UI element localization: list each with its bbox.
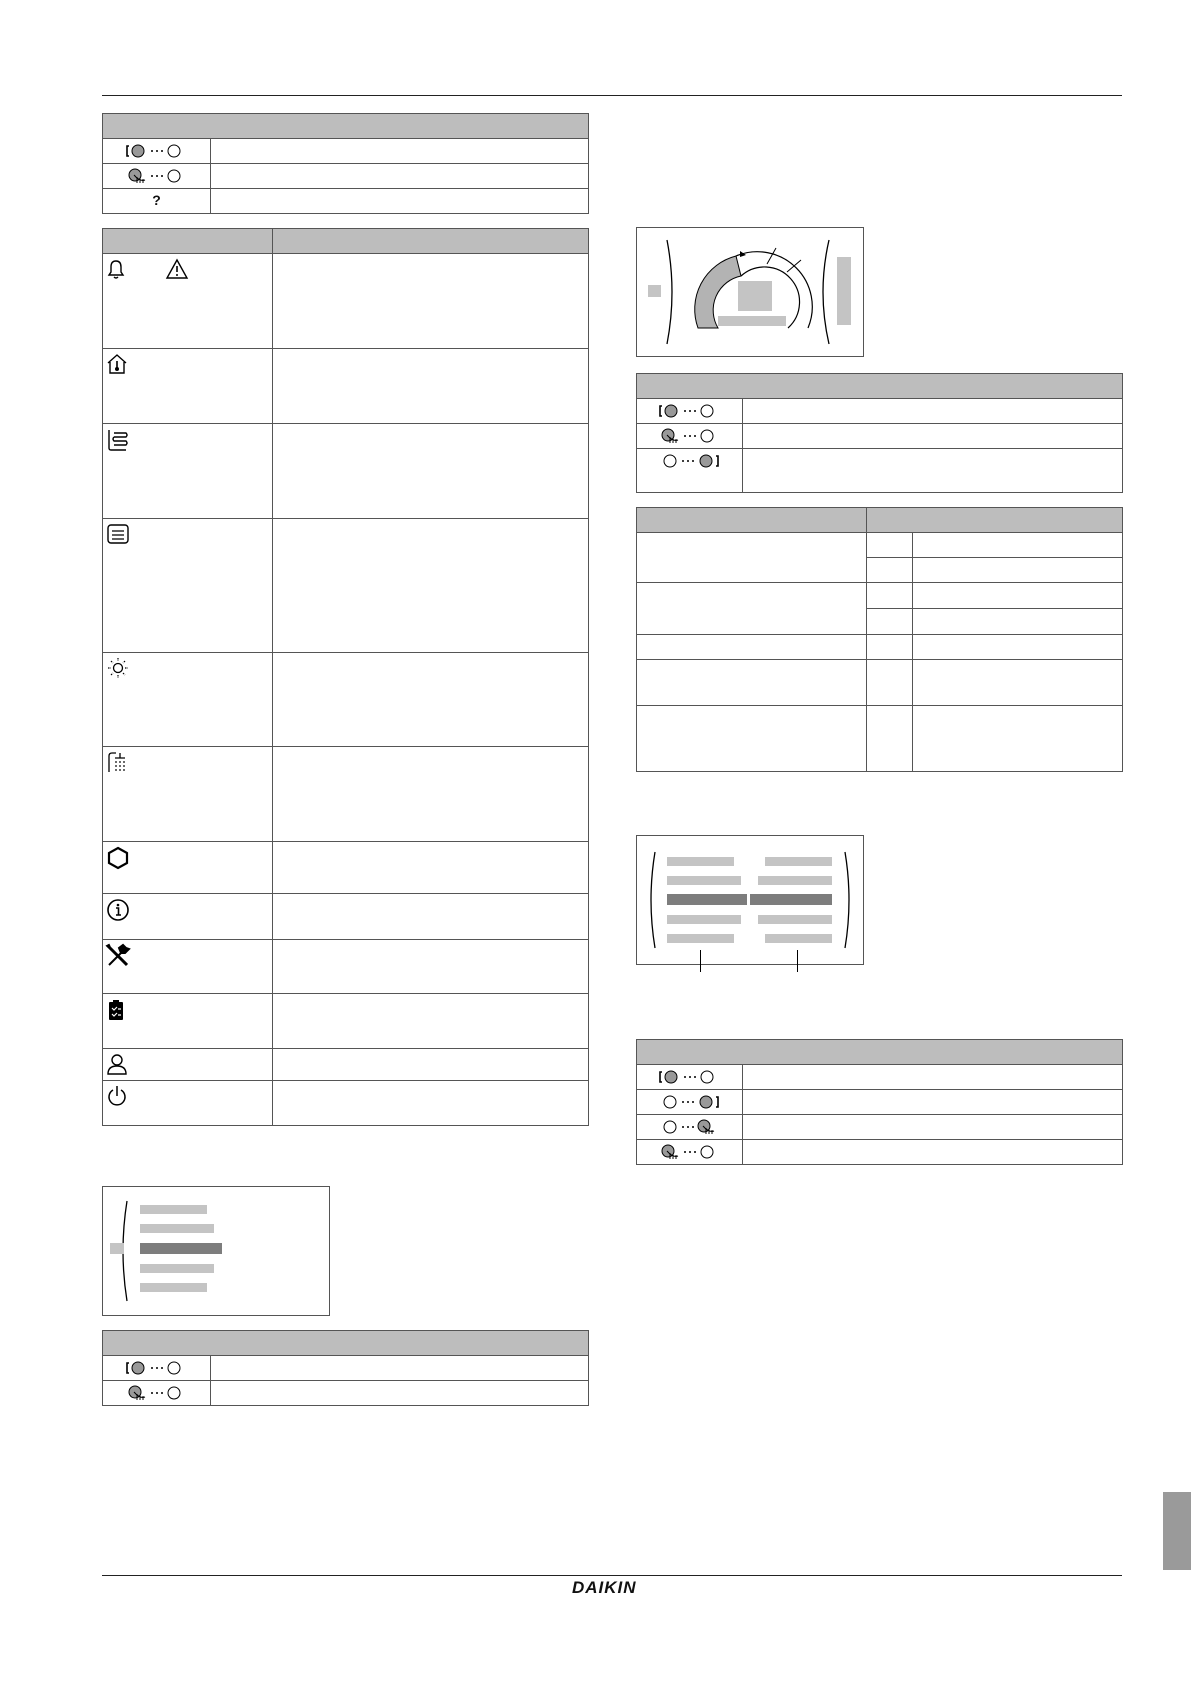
table-row (637, 424, 743, 449)
table-row (103, 189, 211, 214)
table-row (103, 940, 273, 994)
table-cell (211, 1381, 589, 1406)
list-label-bar (667, 857, 734, 866)
menu-item-bar (140, 1205, 207, 1214)
table-header-col-1 (103, 229, 273, 254)
callout-line (797, 950, 798, 972)
table-header-col-2 (867, 508, 1123, 533)
selection-marker (110, 1243, 124, 1254)
table-cell (273, 1049, 589, 1081)
dial-actions-table-2 (102, 1330, 589, 1406)
table-cell (273, 1081, 589, 1126)
help-question-icon: ? (152, 192, 161, 208)
menu-icons-table (102, 228, 589, 1126)
table-row (637, 399, 743, 424)
dial-actions-table-1 (102, 113, 589, 214)
gauge-screen-illustration (636, 227, 864, 357)
list-label-bar-selected (667, 894, 747, 905)
menu-screen-illustration (102, 1186, 330, 1316)
room-thermometer-icon (106, 353, 128, 375)
table-row (637, 660, 867, 706)
gauge-drawing (637, 228, 863, 356)
settings-grid-table (636, 507, 1123, 772)
press-dial-right-icon (658, 1119, 722, 1135)
table-cell (273, 424, 589, 519)
table-cell (867, 558, 913, 583)
table-row (103, 139, 211, 164)
table-cell (867, 706, 913, 772)
footer-rule (102, 1575, 1122, 1576)
table-row (103, 1356, 211, 1381)
table-cell (273, 254, 589, 349)
list-value-bar-selected (750, 894, 832, 905)
list-label-bar (667, 915, 741, 924)
table-cell (211, 189, 589, 214)
table-row (103, 1081, 273, 1126)
menu-item-bar (140, 1264, 214, 1273)
menu-list-icon (106, 523, 130, 545)
table-cell (913, 706, 1123, 772)
table-row (103, 519, 273, 653)
hexagon-icon (106, 846, 130, 870)
table-row (103, 747, 273, 842)
table-row (103, 842, 273, 894)
table-cell (743, 1115, 1123, 1140)
press-dial-icon (658, 428, 722, 444)
table-row (637, 1065, 743, 1090)
table-cell (867, 533, 913, 558)
table-row (103, 894, 273, 940)
table-cell (273, 994, 589, 1049)
turn-dial-icon (658, 1069, 722, 1085)
turn-dial-icon (125, 1360, 189, 1376)
table-row (637, 533, 867, 583)
table-header-col-2 (273, 229, 589, 254)
menu-item-bar-selected (140, 1243, 222, 1254)
list-value-bar (758, 915, 832, 924)
tools-icon (105, 943, 131, 969)
table-row (103, 164, 211, 189)
table-cell (273, 747, 589, 842)
table-cell (913, 635, 1123, 660)
table-cell (211, 164, 589, 189)
table-cell (273, 842, 589, 894)
table-cell (867, 609, 913, 635)
menu-item-bar (140, 1224, 214, 1233)
table-row (103, 1381, 211, 1406)
table-header-col-1 (637, 508, 867, 533)
radiator-heating-icon (106, 428, 130, 452)
table-cell (743, 1065, 1123, 1090)
table-row (103, 1049, 273, 1081)
table-row (103, 994, 273, 1049)
right-bracket-icon (843, 850, 855, 950)
callout-line (700, 950, 701, 972)
table-cell (743, 424, 1123, 449)
table-cell (867, 635, 913, 660)
table-cell (273, 519, 589, 653)
sun-icon (106, 657, 130, 679)
table-cell (743, 449, 1123, 493)
table-row (637, 449, 743, 493)
press-dial-icon (125, 1385, 189, 1401)
table-row (637, 1140, 743, 1165)
top-rule (102, 95, 1122, 96)
table-cell (913, 609, 1123, 635)
table-cell (743, 1140, 1123, 1165)
table-row (637, 583, 867, 635)
table-row (103, 424, 273, 519)
table-cell (273, 894, 589, 940)
table-row (103, 653, 273, 747)
turn-dial-icon (658, 403, 722, 419)
table-row (637, 1115, 743, 1140)
table-cell (273, 940, 589, 994)
table-row (103, 254, 273, 349)
table-header (103, 114, 589, 139)
press-dial-icon (125, 168, 189, 184)
table-header (637, 1040, 1123, 1065)
table-header (637, 374, 1123, 399)
table-cell (211, 1356, 589, 1381)
user-icon (106, 1053, 128, 1075)
power-icon (106, 1085, 128, 1107)
turn-dial-icon (125, 143, 189, 159)
turn-dial-right-icon (658, 453, 722, 469)
shower-tank-icon (106, 751, 130, 773)
list-value-bar (765, 934, 832, 943)
list-label-bar (667, 876, 741, 885)
list-value-bar (758, 876, 832, 885)
table-row (637, 706, 867, 772)
table-cell (913, 583, 1123, 609)
table-cell (867, 660, 913, 706)
turn-dial-right-icon (658, 1094, 722, 1110)
table-cell (867, 583, 913, 609)
list-screen-illustration (636, 835, 864, 965)
dial-actions-table-5 (636, 1039, 1123, 1165)
daikin-logo: DAIKIN (566, 1578, 643, 1598)
table-header (103, 1331, 589, 1356)
clipboard-icon (106, 998, 128, 1022)
table-row (637, 635, 867, 660)
table-cell (211, 139, 589, 164)
list-label-bar (667, 934, 734, 943)
table-cell (743, 399, 1123, 424)
table-cell (743, 1090, 1123, 1115)
bell-icon (105, 258, 127, 280)
left-bracket-icon (645, 850, 657, 950)
table-cell (273, 349, 589, 424)
table-row (637, 1090, 743, 1115)
table-cell (273, 653, 589, 747)
info-circle-icon (106, 898, 130, 922)
table-row (103, 349, 273, 424)
warning-triangle-icon (165, 258, 189, 280)
table-cell (913, 558, 1123, 583)
list-value-bar (765, 857, 832, 866)
press-dial-icon (658, 1144, 722, 1160)
table-cell (913, 660, 1123, 706)
dial-actions-table-3 (636, 373, 1123, 493)
menu-item-bar (140, 1283, 207, 1292)
table-cell (913, 533, 1123, 558)
section-tab-marker (1163, 1492, 1191, 1570)
